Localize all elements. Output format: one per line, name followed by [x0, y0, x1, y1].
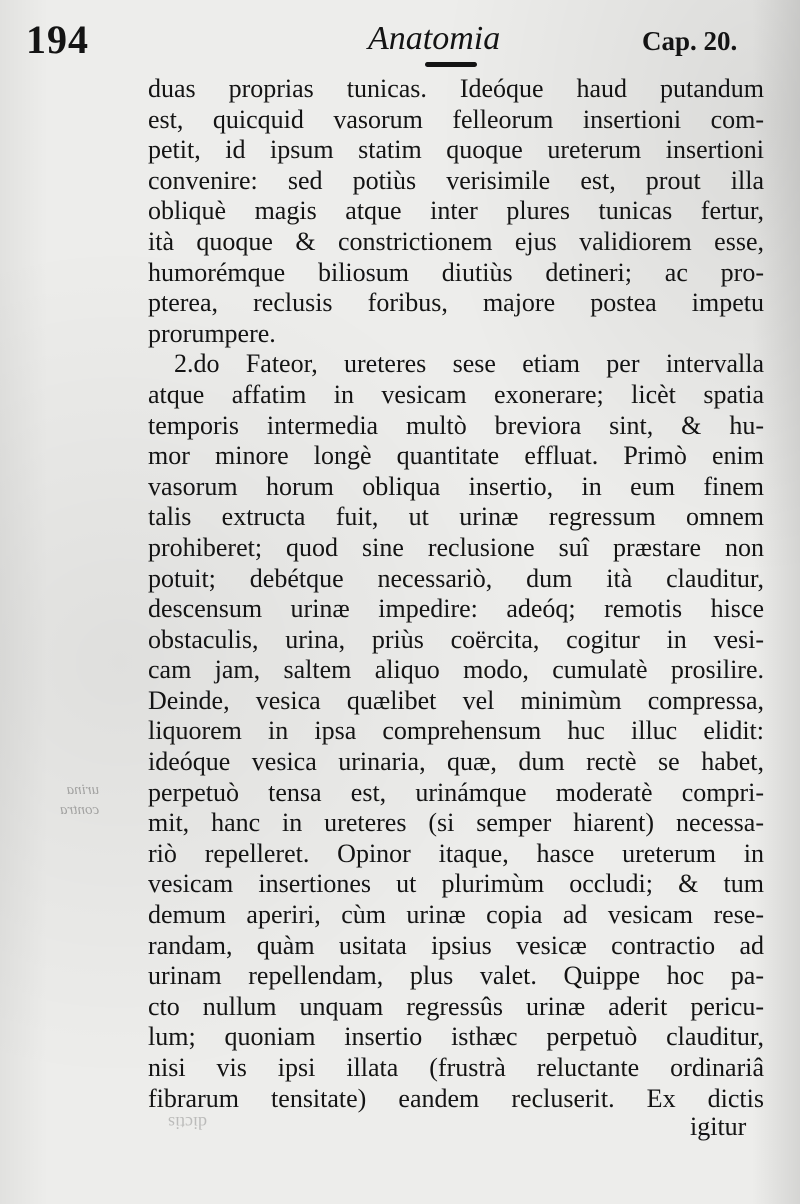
- text-line: obliquè magis atque inter plures tunicas fertur,: [148, 196, 764, 226]
- title-ornament-rule: [425, 62, 477, 67]
- catchword: igitur: [690, 1112, 747, 1141]
- text-line: potuit; debétque necessariò, dum ità clauditur,: [148, 563, 764, 593]
- page-number: 194: [26, 17, 89, 62]
- text-line: vesicam insertiones ut plurimùm occludi; & tum: [148, 869, 764, 899]
- paragraph-start-line: 2.do Fateor, ureteres sese etiam per intervalla: [174, 349, 764, 379]
- bleed-through-footer: dictis: [168, 1113, 207, 1133]
- text-line: vasorum horum obliqua insertio, in eum finem: [148, 471, 764, 501]
- text-line: nisi vis ipsi illata (frustrà reluctante ordinariâ: [148, 1053, 764, 1082]
- text-line: prorumpere.: [148, 318, 276, 348]
- text-line: mit, hanc in ureteres (si semper hiarent) necessa-: [148, 808, 764, 838]
- text-line: prohiberet; quod sine reclusione suî præstare non: [148, 532, 764, 562]
- text-line: obstaculis, urina, priùs coërcita, cogitur in vesi-: [148, 624, 764, 654]
- bleed-through-text: urina contra: [60, 782, 100, 818]
- text-line: demum aperiri, cùm urinæ copia ad vesicam rese-: [148, 900, 764, 930]
- text-line: fibrarum tensitate) eandem recluserit. Ex dictis: [148, 1083, 764, 1113]
- text-line: est, quicquid vasorum felleorum insertioni com-: [148, 104, 764, 134]
- text-line: talis extructa fuit, ut urinæ regressum omnem: [148, 502, 764, 532]
- text-line: Deinde, vesica quælibet vel minimùm compressa,: [148, 685, 764, 715]
- text-line: mor minore longè quantitate effluat. Primò enim: [148, 441, 764, 471]
- text-line: humorémque biliosum diutiùs detineri; ac pro-: [148, 257, 764, 287]
- text-line: perpetuò tensa est, urinámque moderatè compri-: [148, 777, 764, 807]
- text-line: urinam repellendam, plus valet. Quippe hoc pa-: [148, 961, 764, 991]
- running-title: Anatomia: [368, 20, 501, 57]
- text-line: convenire: sed potiùs verisimile est, prout illa: [148, 165, 764, 195]
- text-line: riò repelleret. Opinor itaque, hasce ureterum in: [148, 838, 764, 868]
- text-line: lum; quoniam insertio isthæc perpetuò clauditur,: [148, 1022, 764, 1052]
- body-text: [148, 74, 764, 1114]
- text-line: atque affatim in vesicam exonerare; licèt spatia: [148, 379, 764, 409]
- chapter-label: Cap. 20.: [642, 26, 738, 56]
- text-line: cto nullum unquam regressûs urinæ aderit pericu-: [148, 991, 764, 1021]
- text-line: ità quoque & constrictionem ejus validiorem esse,: [148, 226, 764, 256]
- text-line: liquorem in ipsa comprehensum huc illuc elidit:: [148, 716, 764, 746]
- text-line: duas proprias tunicas. Ideóque haud putandum: [148, 74, 764, 103]
- text-line: randam, quàm usitata ipsius vesicæ contractio ad: [148, 930, 764, 960]
- text-line: pterea, reclusis foribus, majore postea impetu: [148, 288, 764, 318]
- text-line: descensum urinæ impedire: adeóq; remotis hisce: [148, 594, 764, 624]
- text-line: temporis intermedia multò breviora sint, & hu-: [148, 410, 764, 440]
- page-header: [0, 14, 800, 74]
- text-line: cam jam, saltem aliquo modo, cumulatè prosilire.: [148, 655, 764, 685]
- text-line: petit, id ipsum statim quoque ureterum insertioni: [148, 135, 764, 165]
- text-line: ideóque vesica urinaria, quæ, dum rectè se habet,: [148, 747, 764, 777]
